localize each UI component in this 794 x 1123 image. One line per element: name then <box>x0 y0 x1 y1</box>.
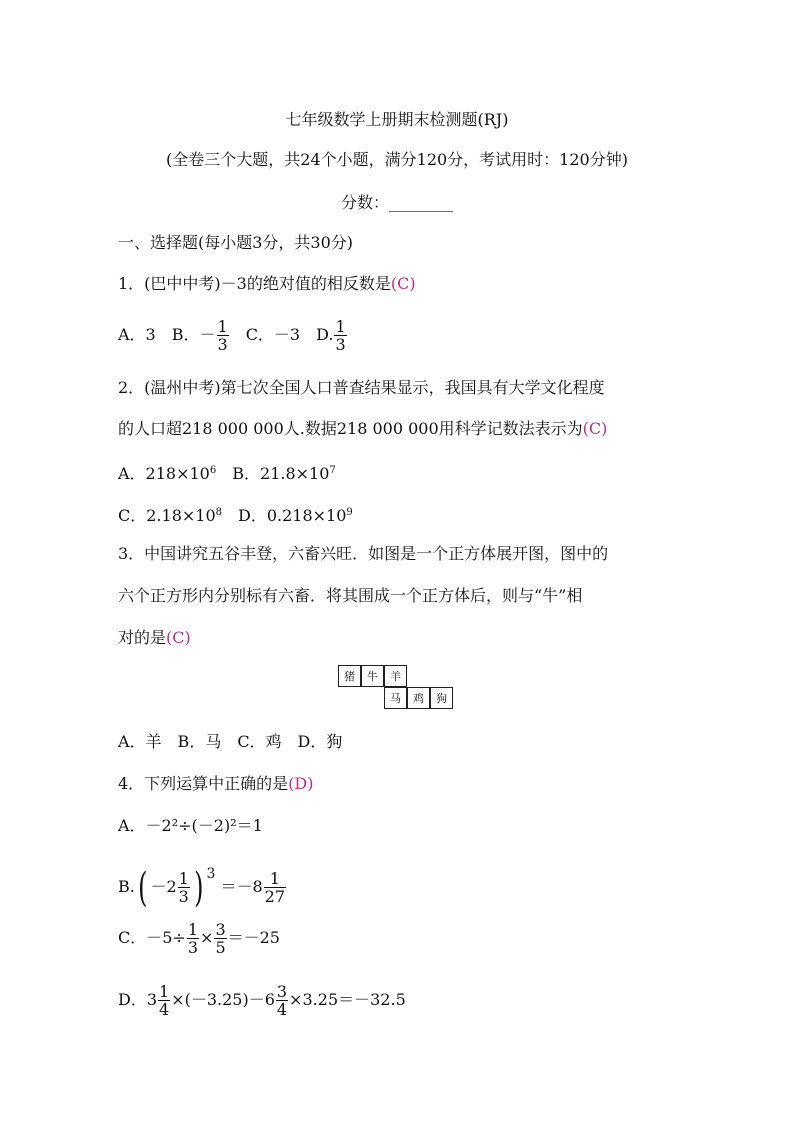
q1-answer: (C) <box>390 274 416 293</box>
q4-opt-d <box>118 980 406 1020</box>
q2-opt-a-exp: 6 <box>209 465 217 476</box>
q2-options-ab <box>118 461 336 484</box>
q1-options <box>118 318 348 353</box>
q1-opt-d-fraction: $\frac{1}{3}$ <box>335 317 346 354</box>
q4-opt-b-exp: 3 <box>206 866 216 882</box>
q4-opt-d-fraction-2: $\frac{3}{4}$ <box>276 982 288 1019</box>
q2-line2: 的人口超218 000 000人.数据218 000 000用科学记数法表示为 <box>118 419 583 438</box>
cube-net-figure <box>338 665 458 713</box>
q4-opt-c-label: C．－5÷ <box>118 928 186 947</box>
exam-info: (全卷三个大题，共24个小题，满分120分，考试用时：120分钟) <box>166 150 628 169</box>
question-1 <box>118 274 416 294</box>
left-paren: ( <box>137 864 148 911</box>
q4-opt-d-label: D．3 <box>118 990 158 1009</box>
q2-opt-c: C．2.18×10 <box>118 506 216 525</box>
q4-opt-b-eq: ＝－8 <box>220 877 263 896</box>
q3-options: A．羊 B．马 C．鸡 D．狗 <box>118 732 343 751</box>
q2-answer: (C) <box>582 419 608 438</box>
q4-stem: 4．下列运算中正确的是 <box>118 774 289 793</box>
net-cell-ox: 牛 <box>361 665 384 687</box>
question-4 <box>118 774 314 794</box>
net-cell-chicken: 鸡 <box>407 687 430 709</box>
q3-line3: 对的是 <box>118 628 167 647</box>
question-2 <box>118 419 607 439</box>
q4-opt-b <box>118 852 287 909</box>
right-paren: ) <box>193 864 204 911</box>
q4-opt-c-fraction-2: $\frac{3}{5}$ <box>215 920 226 957</box>
q4-opt-d-fraction-1: $\frac{1}{4}$ <box>159 982 170 1019</box>
q2-opt-c-exp: 8 <box>215 507 223 518</box>
q4-opt-d-mid: ×(－3.25)－6 <box>171 990 275 1009</box>
page-title: 七年级数学上册期末检测题(RJ) <box>285 110 509 129</box>
q4-opt-d-end: ×3.25＝－32.5 <box>289 990 406 1009</box>
net-cell-dog: 狗 <box>430 687 453 709</box>
question-3 <box>118 628 191 648</box>
q1-stem: 1．(巴中中考)－3的绝对值的相反数是 <box>118 274 391 293</box>
q4-opt-c-fraction-1: $\frac{1}{3}$ <box>187 920 199 957</box>
q3-line2: 六个正方形内分别标有六畜．将其围成一个正方体后，则与“牛”相 <box>118 586 583 605</box>
q4-opt-c <box>118 918 280 958</box>
q2-opt-d: D．0.218×10 <box>222 506 347 525</box>
net-cell-pig: 猪 <box>338 665 361 687</box>
q3-line1: 3．中国讲究五谷丰登，六畜兴旺．如图是一个正方体展开图，图中的 <box>118 544 609 563</box>
q2-opt-d-exp: 9 <box>346 507 353 518</box>
q1-opt-b-fraction: $\frac{1}{3}$ <box>217 317 228 354</box>
q4-opt-a: A．－2²÷(－2)²＝1 <box>118 816 263 835</box>
net-cell-horse: 马 <box>384 687 407 709</box>
q3-answer: (C) <box>166 628 191 647</box>
q4-opt-b-inner: －2 <box>150 877 177 896</box>
q2-line1: 2．(温州中考)第七次全国人口普查结果显示，我国具有大学文化程度 <box>118 378 605 397</box>
net-cell-sheep: 羊 <box>384 665 407 687</box>
q4-opt-c-eq: ＝－25 <box>227 928 280 947</box>
score-field: 分数：________ <box>340 193 453 212</box>
q2-opt-b: B．21.8×10 <box>216 464 330 483</box>
q2-options-cd <box>118 503 353 526</box>
q1-opt-a: A．3 B．－ <box>118 325 216 344</box>
section-title: 一、选择题(每小题3分，共30分) <box>118 233 354 252</box>
q2-opt-b-exp: 7 <box>329 465 336 476</box>
q4-opt-b-result-fraction: $\frac{1}{27}$ <box>264 869 285 906</box>
q4-opt-c-times: × <box>200 928 214 947</box>
q1-opt-c: C．－3 D. <box>229 325 334 344</box>
q4-opt-b-fraction: $\frac{1}{3}$ <box>178 869 189 906</box>
q4-opt-b-label: B. <box>118 877 135 896</box>
q2-opt-a: A．218×10 <box>118 464 210 483</box>
q4-answer: (D) <box>288 774 314 793</box>
